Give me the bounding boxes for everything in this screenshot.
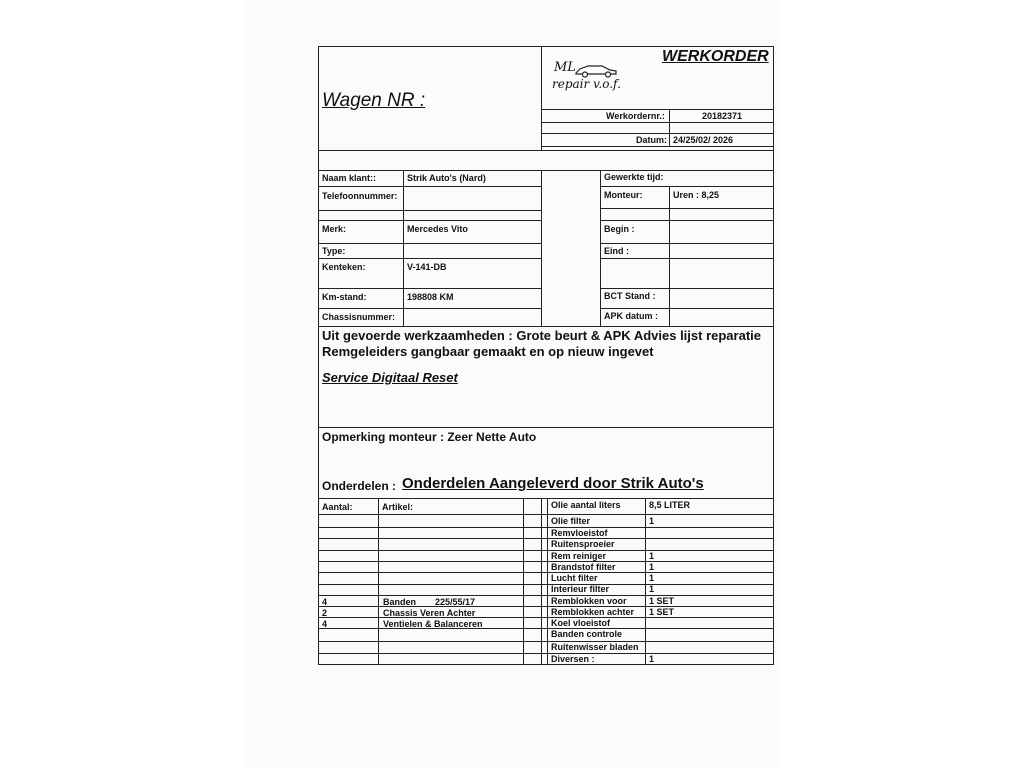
uren-value: Uren : 8,25 <box>673 190 720 200</box>
cust-row-line <box>318 186 542 187</box>
time-col-line <box>669 186 670 326</box>
checklist-label: Diversen : <box>551 654 595 664</box>
checklist-label: Rem reiniger <box>551 551 607 561</box>
time-row-line <box>600 243 774 244</box>
checklist-label: Interieur filter <box>551 584 610 594</box>
logo-text-repair: repair v.o.f. <box>552 77 621 91</box>
kenteken-label: Kenteken: <box>322 262 366 272</box>
naam-klant-label: Naam klant:: <box>322 173 377 183</box>
km-stand-label: Km-stand: <box>322 292 367 302</box>
merk-value: Mercedes Vito <box>407 224 468 234</box>
time-row-line <box>600 258 774 259</box>
opmerking-monteur: Opmerking monteur : Zeer Nette Auto <box>322 430 537 444</box>
parts-row-line <box>318 653 774 654</box>
checklist-value: 1 SET <box>649 596 675 606</box>
time-row-line <box>600 186 774 187</box>
section-line <box>318 326 774 327</box>
part-qty: 4 <box>322 619 328 629</box>
checklist-label: Lucht filter <box>551 573 598 583</box>
checklist-label: Koel vloeistof <box>551 618 611 628</box>
type-label: Type: <box>322 246 346 256</box>
chassis-label: Chassisnummer: <box>322 312 396 322</box>
cust-row-line <box>318 210 542 211</box>
gewerkte-tijd-label: Gewerkte tijd: <box>604 172 664 182</box>
bct-stand-label: BCT Stand : <box>604 291 656 301</box>
checklist-label: Brandstof filter <box>551 562 616 572</box>
parts-row-line <box>318 641 774 642</box>
cust-row-line <box>318 288 542 289</box>
checklist-value: 1 <box>649 551 655 561</box>
part-qty: 4 <box>322 597 328 607</box>
header-bottom-line <box>318 150 774 151</box>
header-divider <box>541 46 542 150</box>
checklist-value: 1 SET <box>649 607 675 617</box>
eind-label: Eind : <box>604 246 629 256</box>
parts-row-line <box>318 595 774 596</box>
header-line <box>541 109 774 110</box>
werkordernr-label: Werkordernr.: <box>606 111 665 121</box>
work-line-2: Remgeleiders gangbaar gemaakt en op nieuw ingevet <box>322 344 654 359</box>
logo-text-ml: ML <box>554 60 576 75</box>
checklist-value: 8,5 LITER <box>649 500 691 510</box>
cust-col-line <box>403 170 404 326</box>
part-article: Chassis Veren Achter <box>383 608 476 618</box>
cust-row-line <box>318 308 542 309</box>
parts-row-line <box>318 514 774 515</box>
wagen-nr-label: Wagen NR : <box>322 90 426 111</box>
parts-row-line <box>318 527 774 528</box>
document-title: WERKORDER <box>662 48 769 65</box>
datum-value: 24/25/02/ 2026 <box>673 135 734 145</box>
checklist-label: Remblokken voor <box>551 596 627 606</box>
part-article: Ventielen & Balanceren <box>383 619 483 629</box>
km-stand-value: 198808 KM <box>407 292 454 302</box>
header-line <box>541 133 774 134</box>
service-reset: Service Digitaal Reset <box>322 370 458 385</box>
part-article: Banden <box>383 597 417 607</box>
begin-label: Begin : <box>604 224 635 234</box>
merk-label: Merk: <box>322 224 347 234</box>
ml-repair-logo <box>550 60 630 100</box>
naam-klant-value: Strik Auto's (Nard) <box>407 173 486 183</box>
cust-row-line <box>318 220 542 221</box>
header-line <box>669 109 670 146</box>
parts-row-line <box>318 550 774 551</box>
checklist-label: Remvloeistof <box>551 528 608 538</box>
frame-bottom <box>318 664 774 665</box>
parts-col-line <box>547 498 548 664</box>
checklist-label: Olie aantal liters <box>551 500 621 510</box>
parts-col-line <box>645 498 646 664</box>
artikel-header: Artikel: <box>382 502 414 512</box>
onderdelen-value: Onderdelen Aangeleverd door Strik Auto's <box>402 475 704 492</box>
checklist-label: Remblokken achter <box>551 607 635 617</box>
section-line <box>318 498 774 499</box>
section-line <box>318 427 774 428</box>
parts-col-line <box>523 498 524 664</box>
cust-row-line <box>318 243 542 244</box>
time-row-line <box>600 208 774 209</box>
parts-col-line <box>541 498 542 664</box>
time-row-line <box>600 308 774 309</box>
part-size: 225/55/17 <box>435 597 476 607</box>
header-line <box>541 122 774 123</box>
aantal-header: Aantal: <box>322 502 353 512</box>
monteur-label: Monteur: <box>604 190 643 200</box>
checklist-label: Ruitenwisser bladen <box>551 642 639 652</box>
kenteken-value: V-141-DB <box>407 262 447 272</box>
checklist-label: Ruitensproeier <box>551 539 615 549</box>
checklist-label: Banden controle <box>551 629 623 639</box>
checklist-value: 1 <box>649 654 655 664</box>
parts-row-line <box>318 561 774 562</box>
checklist-value: 1 <box>649 573 655 583</box>
parts-col-line <box>378 498 379 664</box>
checklist-value: 1 <box>649 584 655 594</box>
checklist-value: 1 <box>649 516 655 526</box>
part-qty: 2 <box>322 608 328 618</box>
cust-col-line <box>541 170 542 326</box>
work-line-1: Uit gevoerde werkzaamheden : Grote beurt & APK Advies lijst reparatie <box>322 328 761 343</box>
cust-row-line <box>318 258 542 259</box>
parts-row-line <box>318 538 774 539</box>
time-row-line <box>600 220 774 221</box>
apk-datum-label: APK datum : <box>604 311 658 321</box>
checklist-label: Olie filter <box>551 516 591 526</box>
datum-label: Datum: <box>636 135 667 145</box>
parts-row-line <box>318 572 774 573</box>
car-icon <box>574 62 618 78</box>
werkordernr-value: 20182371 <box>702 111 743 121</box>
telefoon-label: Telefoonnummer: <box>322 191 398 201</box>
time-col-line <box>600 170 601 326</box>
parts-row-line <box>318 584 774 585</box>
header-line <box>541 146 774 147</box>
section-line <box>318 170 774 171</box>
checklist-value: 1 <box>649 562 655 572</box>
time-row-line <box>600 288 774 289</box>
onderdelen-label: Onderdelen : <box>322 479 397 493</box>
